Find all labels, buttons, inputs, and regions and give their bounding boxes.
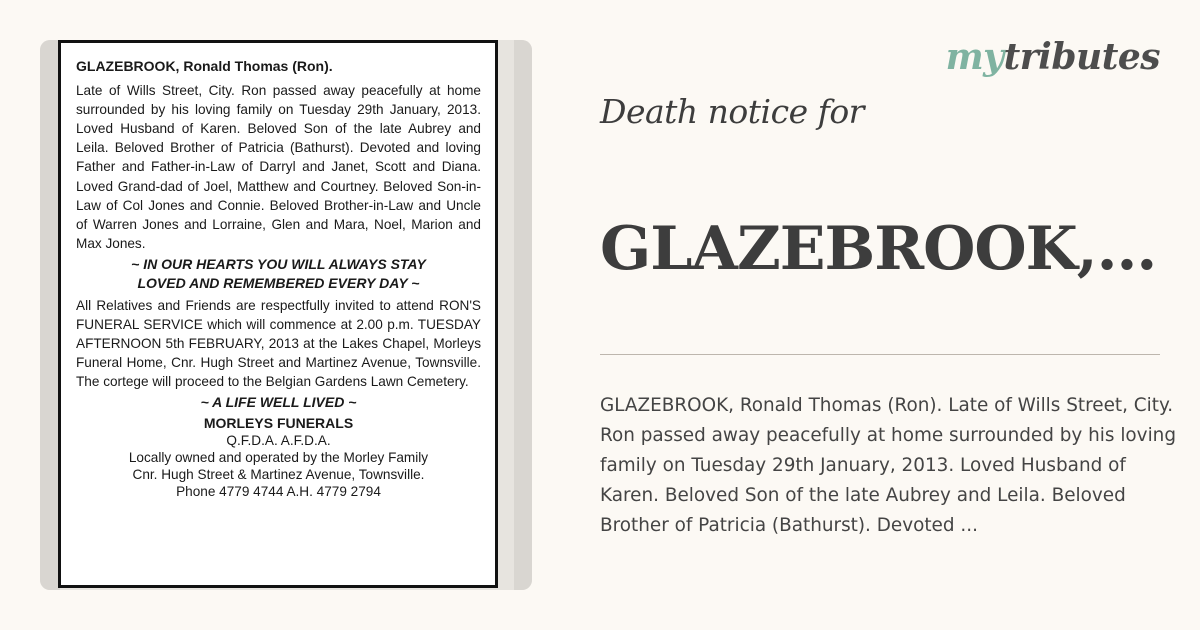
section-divider [600,354,1160,355]
card-left-strip [40,40,60,590]
director-phone: Phone 4779 4744 A.H. 4779 2794 [176,484,381,500]
page-subtitle: Death notice for [600,92,864,131]
notice-excerpt: GLAZEBROOK, Ronald Thomas (Ron). Late of Wills Street, City. Ron passed away peacefully at home surrounded by his loving family on Tuesday 29th January, 2013. Loved Husband of Karen. Beloved Son of the late Aubrey and Leila. Beloved Brother of Patricia (Bathurst). Devoted ... [600,395,1177,536]
funeral-director-block [76,415,481,500]
logo-my: my [945,36,1004,78]
director-address: Cnr. Hugh Street & Martinez Avenue, Townsville. [132,467,425,483]
notice-heading: GLAZEBROOK, Ronald Thomas (Ron). [76,58,333,74]
mytributes-logo[interactable] [946,36,1160,78]
notice-paragraph-details: Late of Wills Street, City. Ron passed away peacefully at home surrounded by his loving family on Tuesday 29th January, 2013. Loved Husband of Karen. Beloved Son of the late Aubrey and Leila. Beloved Brother of Patricia (Bathurst). Devoted and loving Father and Father-in-Law of Darryl and Janet, Scott and Diana. Loved Grand-dad of Joel, Matthew and Courtney. Beloved Son-in-Law of Col Jones and Connie. Beloved Brother-in-Law and Uncle of Warren Jones and Lorraine, Glen and Mara, Noel, Marion and Max Jones. [76,83,481,251]
logo-tributes: tributes [1003,36,1160,78]
notice-paragraph-funeral: All Relatives and Friends are respectfully invited to attend RON'S FUNERAL SERVICE which will commence at 2.00 p.m. TUESDAY AFTERNOON 5th FEBRUARY, 2013 at the Lakes Chapel, Morleys Funeral Home, Cnr. Hugh Street and Martinez Avenue, Townsville. The cortege will proceed to the Belgian Gardens Lawn Cemetery. [76,297,481,390]
card-right-strip [514,40,532,590]
notice-verse-line-2: LOVED AND REMEMBERED EVERY DAY ~ [137,274,420,291]
death-notice-clipping [58,40,498,588]
director-line-1: Locally owned and operated by the Morley Family [128,450,429,466]
notice-closing-verse: ~ A LIFE WELL LIVED ~ [200,394,357,411]
notice-verse-line-1: ~ IN OUR HEARTS YOU WILL ALWAYS STAY [131,255,426,272]
director-qualifications: Q.F.D.A. A.F.D.A. [226,433,331,449]
director-name: MORLEYS FUNERALS [203,415,354,432]
deceased-name-title: GLAZEBROOK,... [600,214,1157,284]
notice-verse [76,255,481,293]
